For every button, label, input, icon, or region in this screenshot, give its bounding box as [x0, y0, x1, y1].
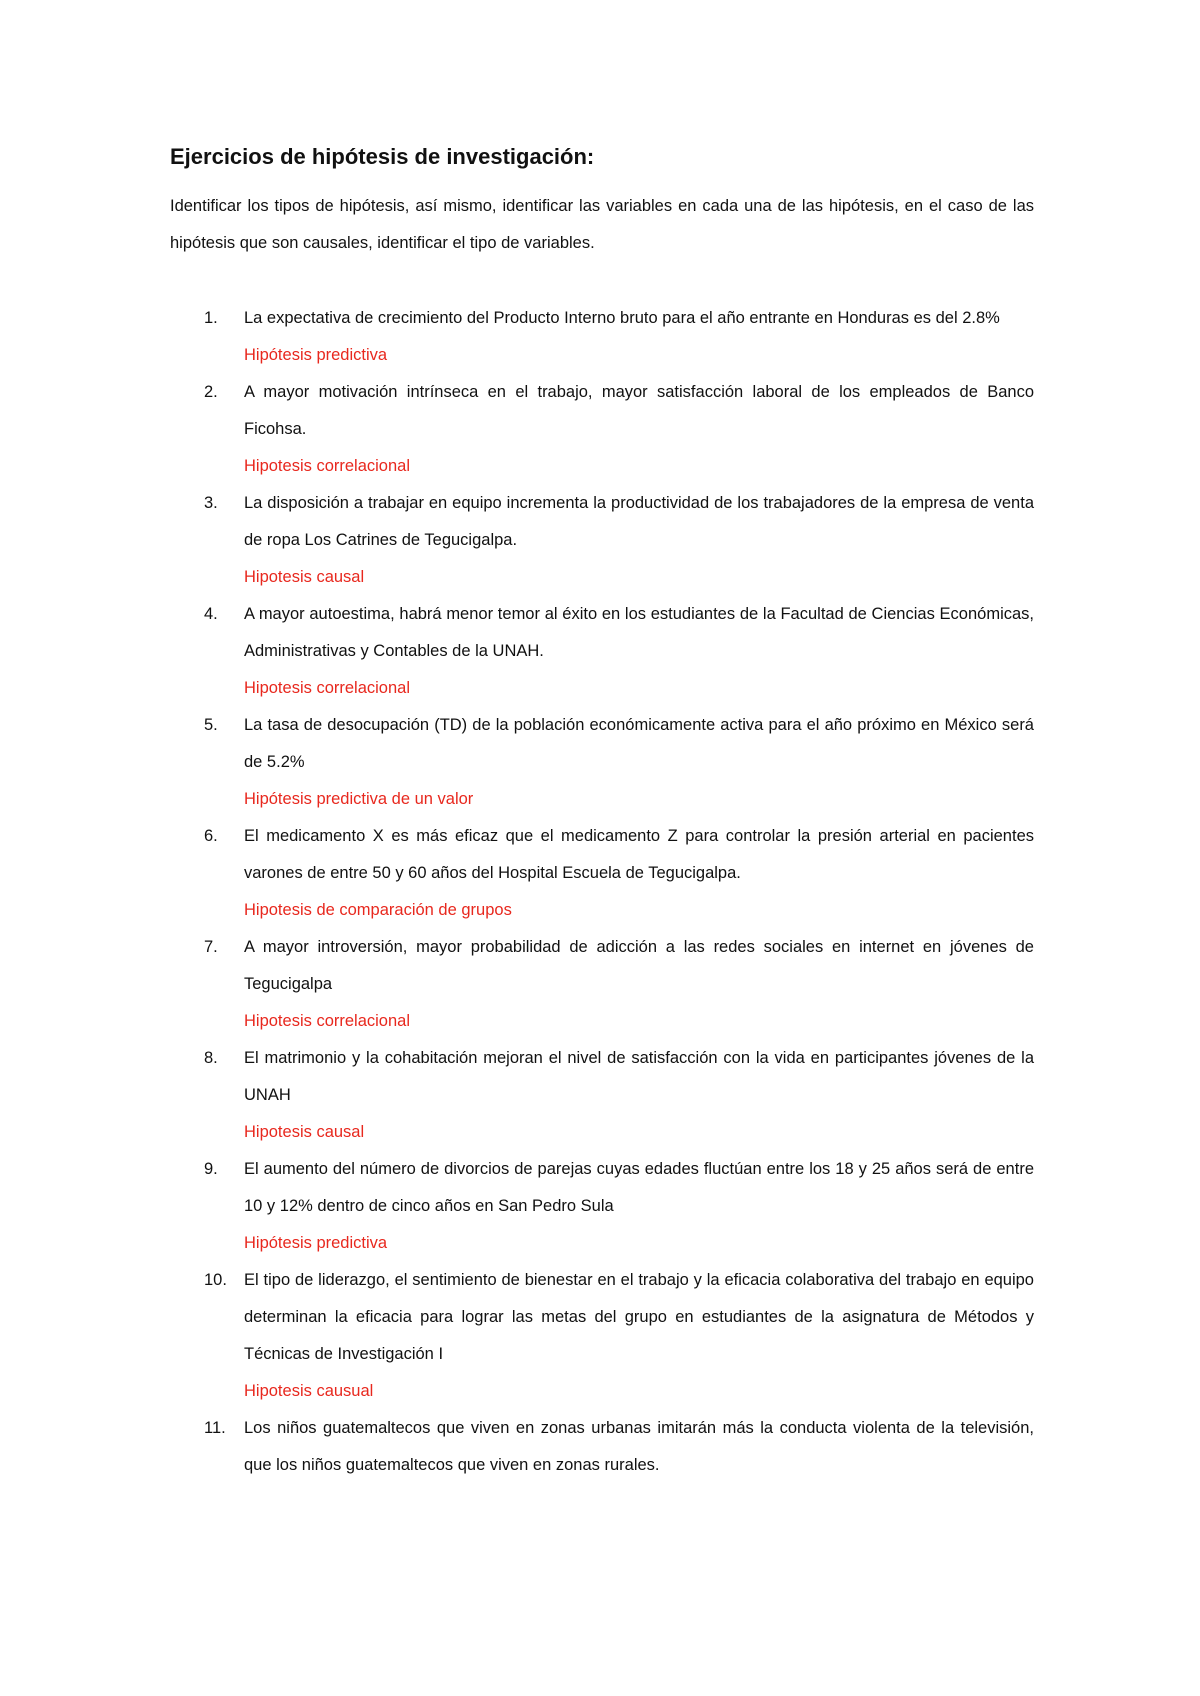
hypothesis-text: El tipo de liderazgo, el sentimiento de bienestar en el trabajo y la eficacia colaborativa del trabajo en equipo determinan la eficacia para lograr las metas del grupo en estudiantes de la asignatura de Métodos y Técnicas de Investigación I [244, 1271, 1034, 1363]
item-number: 1. [204, 309, 218, 327]
hypothesis-list [170, 300, 1034, 1484]
hypothesis-text: La disposición a trabajar en equipo incrementa la productividad de los trabajadores de la empresa de venta de ropa Los Catrines de Tegucigalpa. [244, 494, 1034, 549]
hypothesis-text: El aumento del número de divorcios de parejas cuyas edades fluctúan entre los 18 y 25 años será de entre 10 y 12% dentro de cinco años en San Pedro Sula [244, 1160, 1034, 1215]
list-item [170, 300, 1034, 374]
item-number: 4. [204, 605, 218, 623]
hypothesis-text: El medicamento X es más eficaz que el medicamento Z para controlar la presión arterial en pacientes varones de entre 50 y 60 años del Hospital Escuela de Tegucigalpa. [244, 827, 1034, 882]
list-item [170, 1040, 1034, 1151]
item-number: 8. [204, 1049, 218, 1067]
list-item [170, 485, 1034, 596]
hypothesis-text: El matrimonio y la cohabitación mejoran el nivel de satisfacción con la vida en participantes jóvenes de la UNAH [244, 1049, 1034, 1104]
hypothesis-type-answer: Hipotesis causal [244, 568, 365, 586]
hypothesis-text: La tasa de desocupación (TD) de la población económicamente activa para el año próximo en México será de 5.2% [244, 716, 1034, 771]
hypothesis-text: Los niños guatemaltecos que viven en zonas urbanas imitarán más la conducta violenta de la televisión, que los niños guatemaltecos que viven en zonas rurales. [244, 1419, 1034, 1474]
document-content [170, 140, 1034, 1484]
list-item [170, 374, 1034, 485]
list-item [170, 707, 1034, 818]
hypothesis-type-answer: Hipotesis correlacional [244, 1012, 410, 1030]
hypothesis-type-answer: Hipotesis causual [244, 1382, 374, 1400]
hypothesis-text: A mayor autoestima, habrá menor temor al éxito en los estudiantes de la Facultad de Ciencias Económicas, Administrativas y Contables de la UNAH. [244, 605, 1034, 660]
hypothesis-type-answer: Hipotesis causal [244, 1123, 365, 1141]
list-item [170, 929, 1034, 1040]
item-number: 2. [204, 383, 218, 401]
item-number: 7. [204, 938, 218, 956]
item-number: 10. [204, 1271, 227, 1289]
hypothesis-type-answer: Hipotesis de comparación de grupos [244, 901, 512, 919]
instructions-paragraph: Identificar los tipos de hipótesis, así mismo, identificar las variables en cada una de las hipótesis, en el caso de las hipótesis que son causales, identificar el tipo de variables. [170, 197, 1034, 252]
hypothesis-type-answer: Hipotesis correlacional [244, 457, 410, 475]
list-item [170, 1410, 1034, 1484]
document-title: Ejercicios de hipótesis de investigación: [170, 144, 595, 169]
hypothesis-text: A mayor introversión, mayor probabilidad de adicción a las redes sociales en internet en jóvenes de Tegucigalpa [244, 938, 1034, 993]
list-item [170, 596, 1034, 707]
hypothesis-text: La expectativa de crecimiento del Producto Interno bruto para el año entrante en Honduras es del 2.8% [244, 309, 1000, 327]
item-number: 9. [204, 1160, 218, 1178]
hypothesis-type-answer: Hipótesis predictiva de un valor [244, 790, 474, 808]
hypothesis-type-answer: Hipótesis predictiva [244, 346, 388, 364]
item-number: 3. [204, 494, 218, 512]
list-item [170, 1262, 1034, 1410]
hypothesis-type-answer: Hipotesis correlacional [244, 679, 410, 697]
hypothesis-text: A mayor motivación intrínseca en el trabajo, mayor satisfacción laboral de los empleados de Banco Ficohsa. [244, 383, 1034, 438]
hypothesis-type-answer: Hipótesis predictiva [244, 1234, 388, 1252]
item-number: 5. [204, 716, 218, 734]
list-item [170, 818, 1034, 929]
list-item [170, 1151, 1034, 1262]
item-number: 6. [204, 827, 218, 845]
item-number: 11. [204, 1419, 226, 1437]
